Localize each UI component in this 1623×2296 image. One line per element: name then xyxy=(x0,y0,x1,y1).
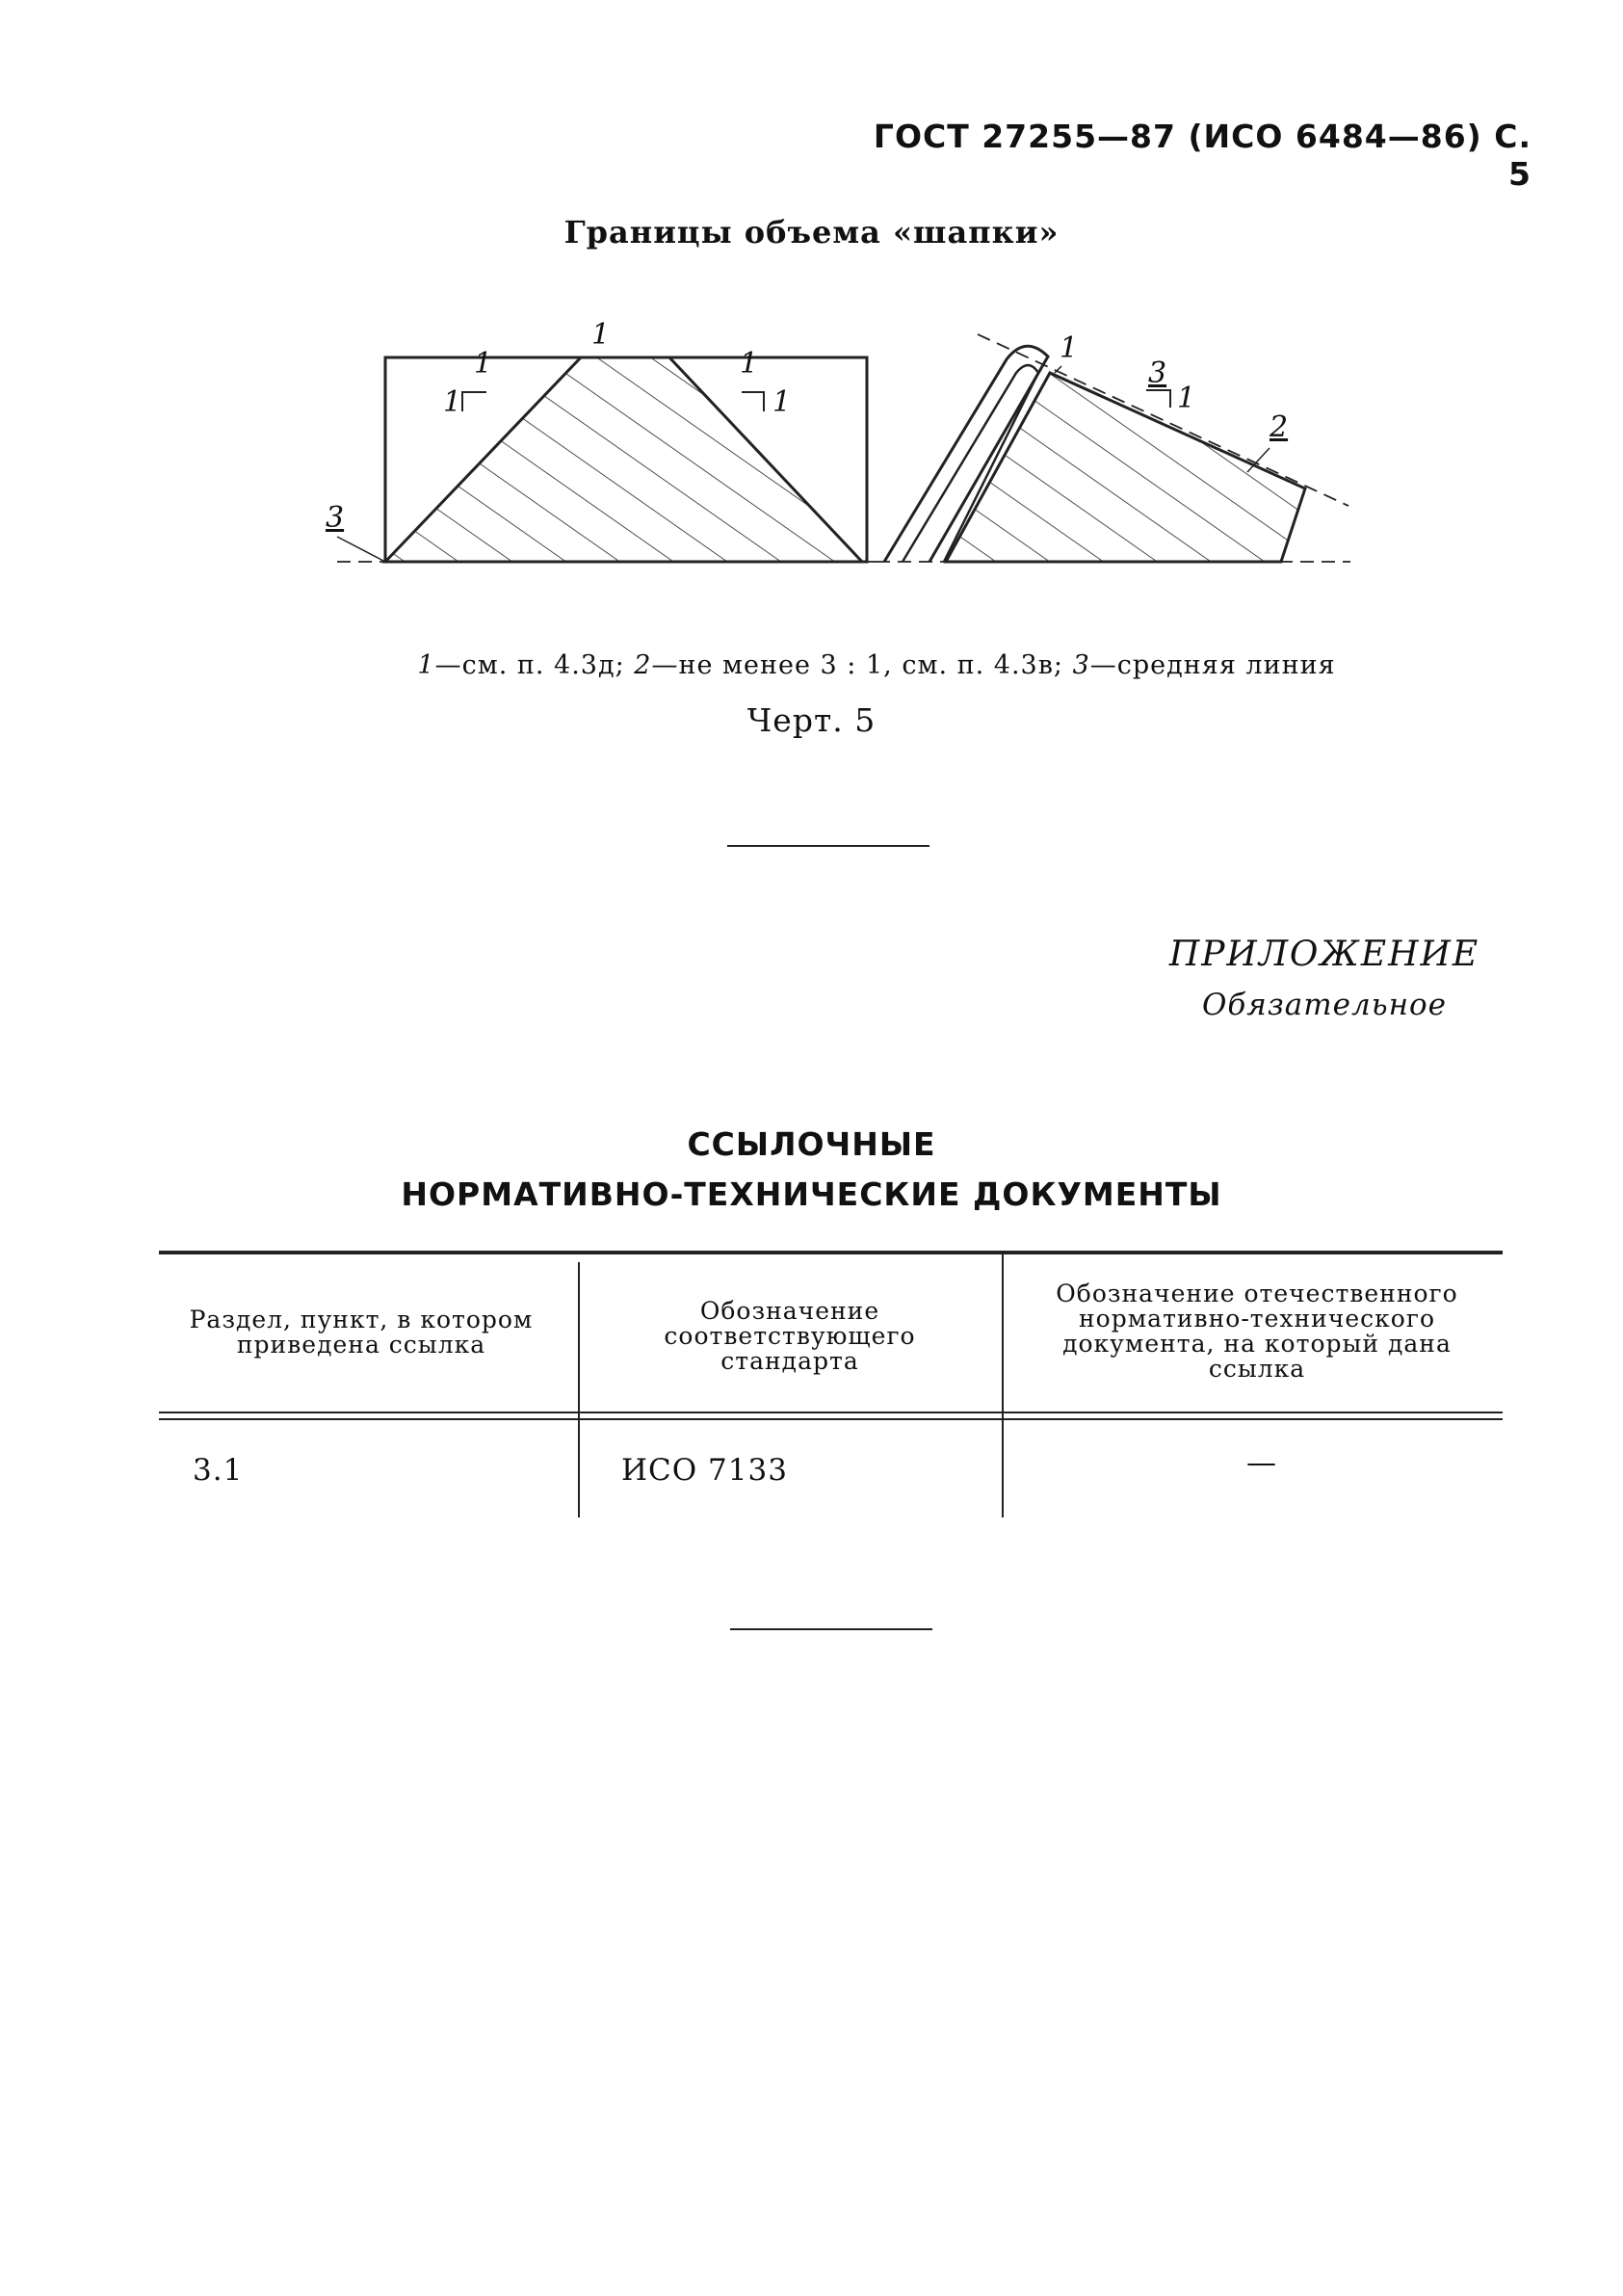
angle-marker-right xyxy=(742,392,764,411)
label-1-angle-b: 1 xyxy=(443,385,462,419)
table-cell-domestic: — xyxy=(1246,1445,1277,1480)
table-cell-standard: ИСО 7133 xyxy=(621,1453,788,1488)
label-3-leader-left xyxy=(337,537,385,562)
section-title-line1: ССЫЛОЧНЫЕ xyxy=(687,1125,936,1163)
label-1-angle-a: 1 xyxy=(474,347,493,381)
separator-bottom xyxy=(730,1628,932,1630)
label-2-right: 2 xyxy=(1270,410,1289,444)
table-header-section: Раздел, пункт, в котором приведена ссылка xyxy=(189,1306,534,1359)
label-3-left: 3 xyxy=(326,501,345,535)
label-1-angle-d: 1 xyxy=(772,385,792,419)
angle-marker-left xyxy=(462,392,486,411)
angle-marker-far xyxy=(1146,390,1170,408)
table-header-rule-b xyxy=(159,1418,1503,1420)
figure-title: Границы объема «шапки» xyxy=(563,214,1060,251)
label-1-angle-c: 1 xyxy=(740,347,759,381)
figure-caption: Черт. 5 xyxy=(746,701,877,739)
table-divider-2 xyxy=(1002,1254,1004,1517)
table-top-rule xyxy=(159,1251,1503,1254)
table-cell-section: 3.1 xyxy=(193,1453,244,1488)
label-1-right: 1 xyxy=(1060,331,1079,365)
table-divider-1 xyxy=(578,1262,580,1517)
appendix-title: ПРИЛОЖЕНИЕ xyxy=(1168,935,1480,974)
table-header-rule-a xyxy=(159,1412,1503,1413)
table-header-standard: Обозначение соответствующего стандарта xyxy=(664,1297,916,1375)
figure-legend: 1—см. п. 4.3д; 2—не менее 3 : 1, см. п. 4.3в; 3—средняя линия xyxy=(417,650,1336,680)
table-header-domestic: Обозначение отечественного нормативно-технического документа, на который дана ссылка xyxy=(1056,1280,1458,1383)
section-title-line2: НОРМАТИВНО-ТЕХНИЧЕСКИЕ ДОКУМЕНТЫ xyxy=(401,1175,1222,1213)
page-header: ГОСТ 27255—87 (ИСО 6484—86) С. 5 xyxy=(873,118,1531,193)
label-1-far: 1 xyxy=(1177,382,1196,415)
appendix-subtitle: Обязательное xyxy=(1201,988,1448,1022)
label-3-right: 3 xyxy=(1148,356,1167,390)
figure-drawing xyxy=(318,313,1368,593)
separator-top xyxy=(727,845,929,847)
label-1-top: 1 xyxy=(591,318,611,352)
